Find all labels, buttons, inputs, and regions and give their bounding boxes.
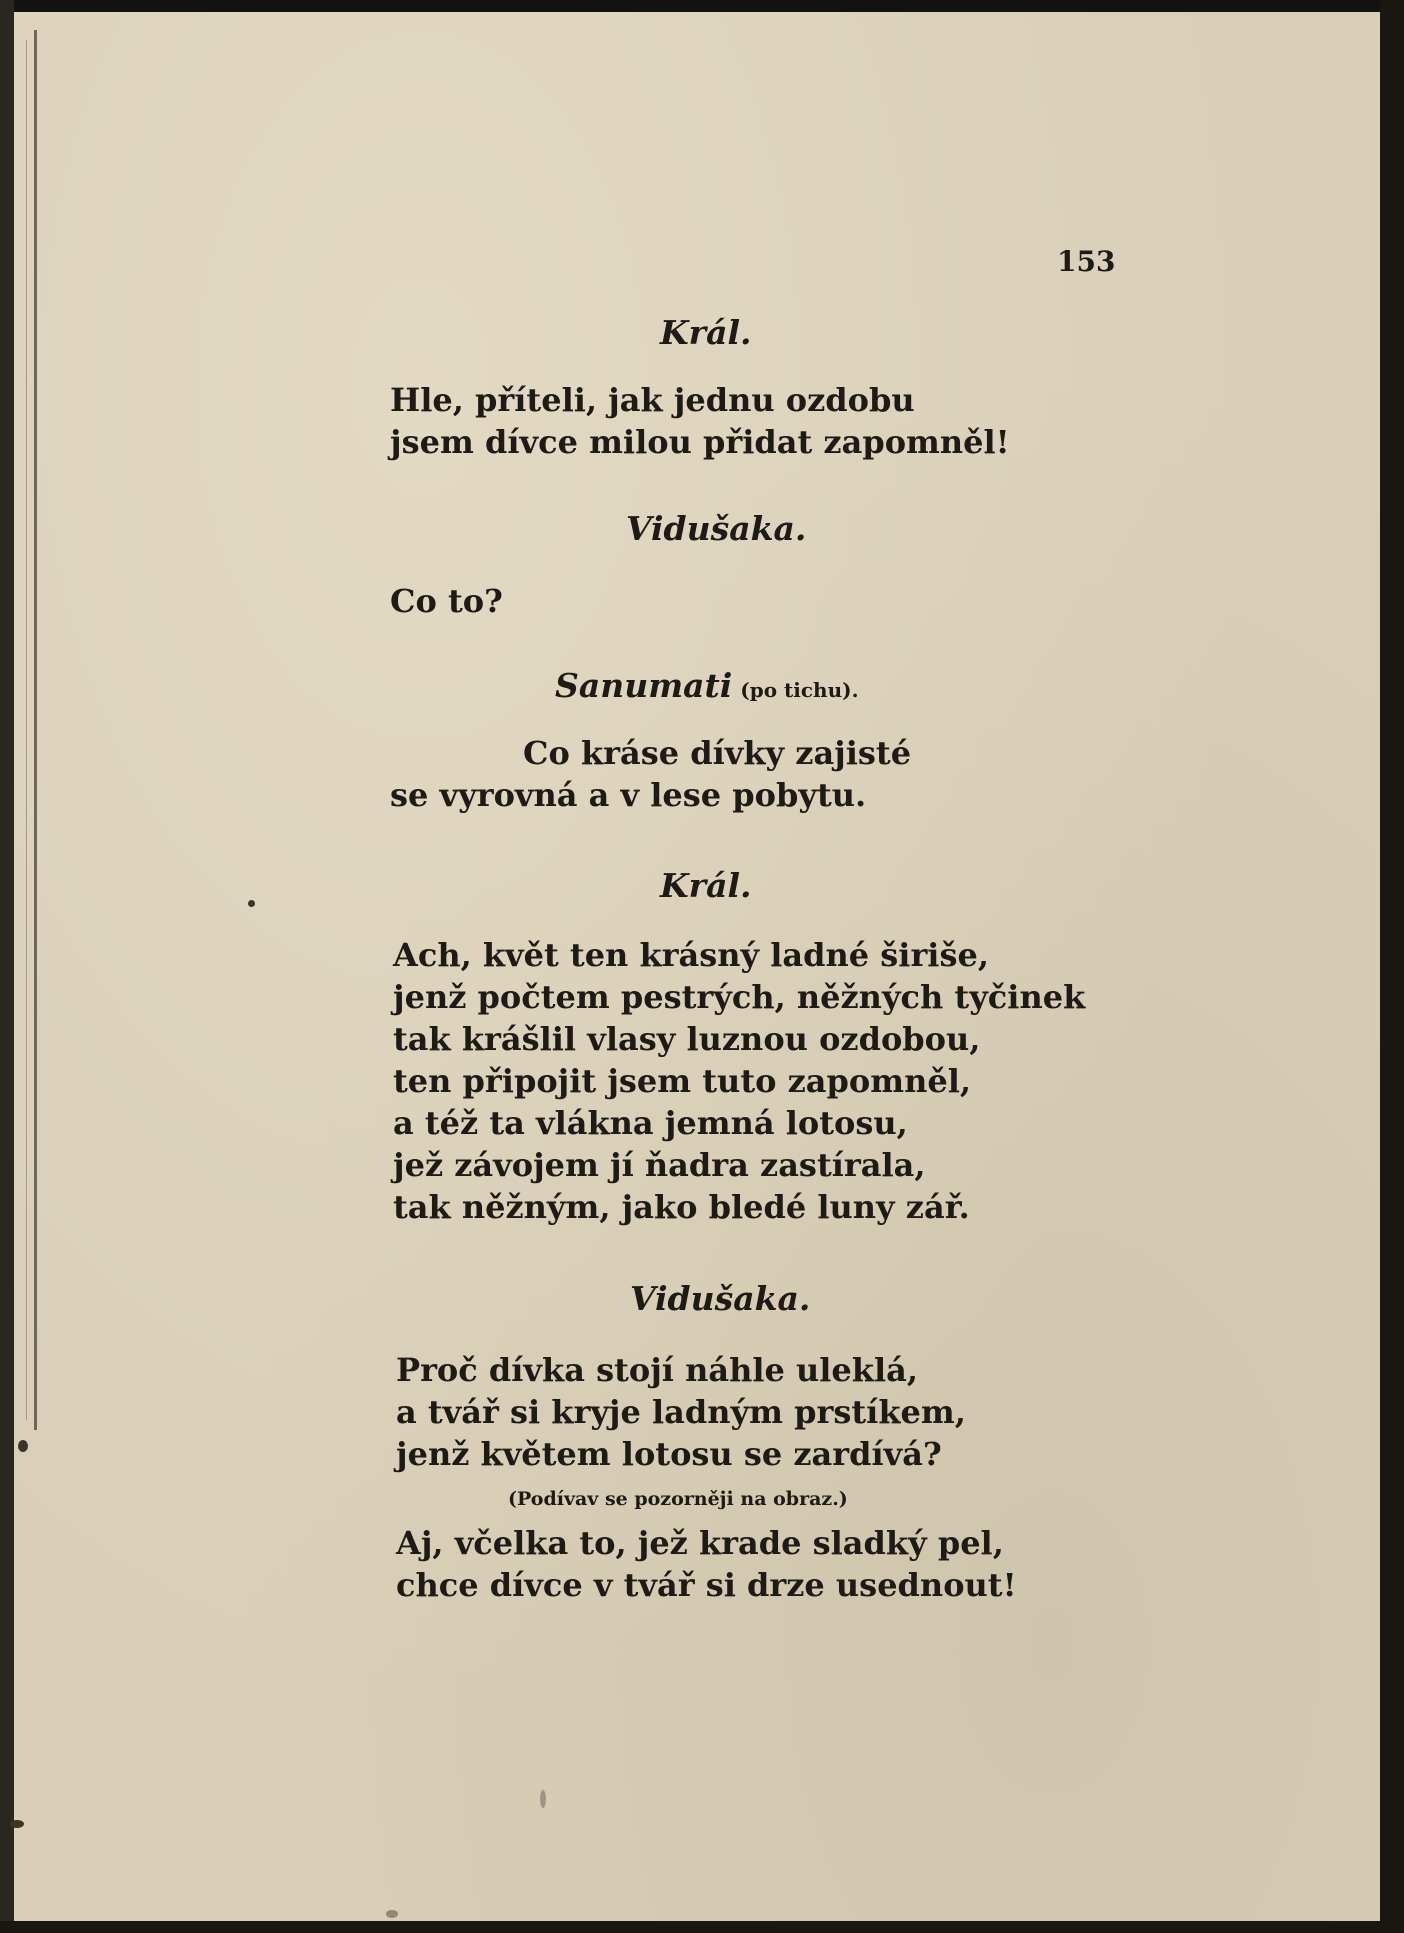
verse-line: jenž počtem pestrých, něžných tyčinek (393, 978, 1086, 1016)
verse-block (393, 934, 1085, 1228)
scan-right-edge (1380, 0, 1404, 1933)
verse-line: chce dívce v tvář si drze usednout! (396, 1566, 1017, 1604)
verse-line: a též ta vlákna jemná lotosu, (393, 1104, 908, 1142)
speaker-name: Sanumati (555, 666, 733, 705)
ink-speck (10, 1820, 24, 1828)
verse-line: ten připojit jsem tuto zapomněl, (393, 1062, 971, 1100)
speaker-heading (555, 666, 859, 705)
verse-block (396, 1349, 966, 1475)
verse-line: jsem dívce milou přidat zapomněl! (390, 423, 1010, 461)
verse-line: a tvář si kryje ladným prstíkem, (396, 1393, 966, 1431)
speaker-heading: Vidušaka. (626, 509, 807, 548)
binding-line (26, 40, 27, 1420)
speaker-heading: Král. (660, 313, 752, 352)
verse-line: se vyrovná a v lese pobytu. (390, 776, 867, 814)
ink-speck (386, 1910, 398, 1918)
verse-line: Hle, příteli, jak jednu ozdobu (390, 381, 915, 419)
verse-line: tak krášlil vlasy luznou ozdobou, (393, 1020, 981, 1058)
scan-bottom-edge (0, 1921, 1404, 1933)
ink-speck (540, 1790, 546, 1808)
verse-line: tak něžným, jako bledé luny zář. (393, 1188, 970, 1226)
verse-block (396, 1522, 1017, 1606)
verse-line: jenž květem lotosu se zardívá? (396, 1435, 942, 1473)
page-number: 153 (1057, 245, 1116, 278)
verse-line: Proč dívka stojí náhle uleklá, (396, 1351, 918, 1389)
stage-direction: (Podívav se pozorněji na obraz.) (508, 1488, 848, 1510)
verse-line: Co krásе dívky zajisté (523, 734, 912, 772)
speaker-heading: Král. (660, 866, 752, 905)
verse-line: Ach, květ ten krásný ladné širiše, (393, 936, 989, 974)
verse-line: Aj, včelka to, jež krade sladký pel, (396, 1524, 1004, 1562)
ink-speck (248, 900, 255, 907)
verse-line: Co to? (390, 582, 503, 620)
verse-block (390, 732, 911, 816)
verse-block (390, 580, 503, 622)
binding-shadow (34, 30, 37, 1430)
scan-top-edge (0, 0, 1404, 12)
scan-left-edge (0, 0, 14, 1933)
speaker-heading: Vidušaka. (630, 1279, 811, 1318)
verse-block (390, 379, 1010, 463)
speaker-direction: (po tichu). (740, 678, 859, 702)
ink-speck (18, 1440, 28, 1452)
verse-line: jež závojem jí ňadra zastírala, (393, 1146, 926, 1184)
